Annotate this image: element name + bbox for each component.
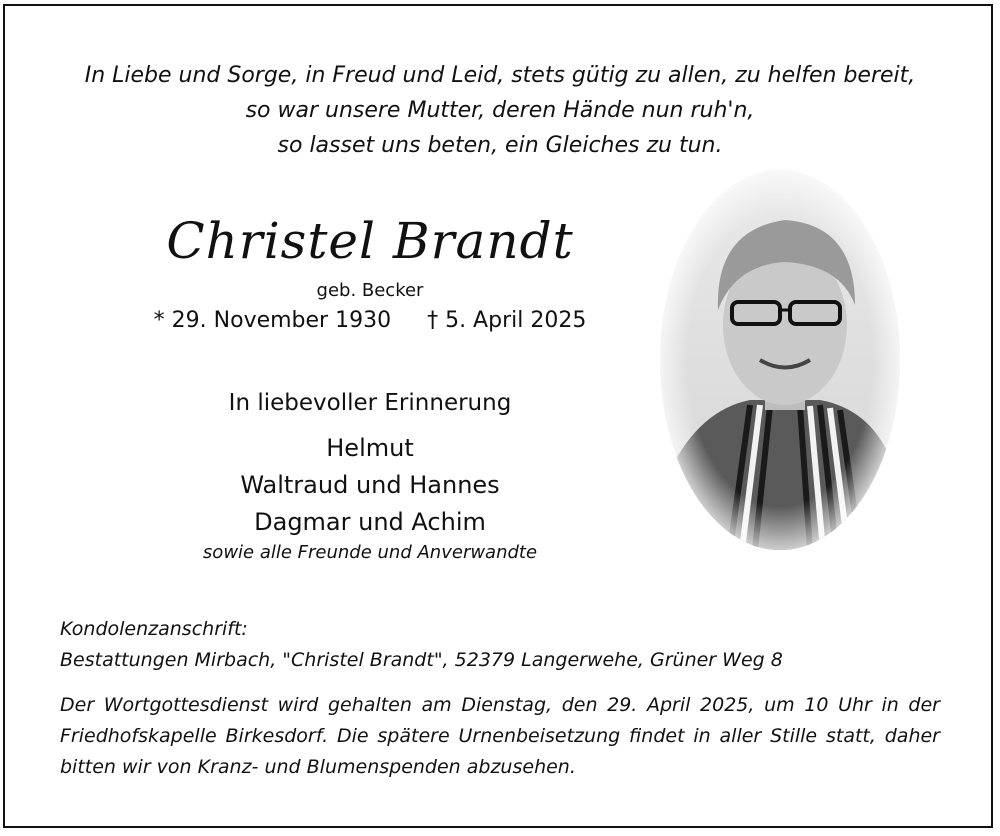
poem-line-1: In Liebe und Sorge, in Freud und Leid, stets gütig zu allen, zu helfen bereit, — [84, 63, 916, 88]
birth-date: * 29. November 1930 — [153, 308, 392, 333]
family-member: Waltraud und Hannes — [240, 471, 500, 499]
family-member: Helmut — [326, 434, 414, 462]
death-date: † 5. April 2025 — [427, 308, 587, 333]
family-list — [120, 430, 620, 541]
deceased-name: Christel Brandt — [166, 212, 574, 270]
family-member: Dagmar und Achim — [254, 508, 486, 536]
birth-name: geb. Becker — [316, 280, 424, 301]
portrait-photo — [660, 170, 900, 550]
memory-heading: In liebevoller Erinnerung — [228, 390, 512, 416]
poem-line-2: so war unsere Mutter, deren Hände nun ruh'n, — [245, 98, 755, 123]
life-dates — [100, 308, 640, 333]
condolence-address: Bestattungen Mirbach, "Christel Brandt", 52379 Langerwehe, Grüner Weg 8 — [60, 649, 783, 671]
friends-line: sowie alle Freunde und Anverwandte — [202, 542, 538, 563]
poem-line-3: so lasset uns beten, ein Gleiches zu tun. — [277, 133, 723, 158]
service-info: Der Wortgottesdienst wird gehalten am Dienstag, den 29. April 2025, um 10 Uhr in der Friedhofskapelle Birkesdorf. Die spätere Urnenbeisetzung findet in aller Stille statt, daher bitten wir von Kranz- und Blumenspenden abzusehen. — [60, 694, 940, 778]
condolence-label: Kondolenzanschrift: — [60, 618, 248, 640]
